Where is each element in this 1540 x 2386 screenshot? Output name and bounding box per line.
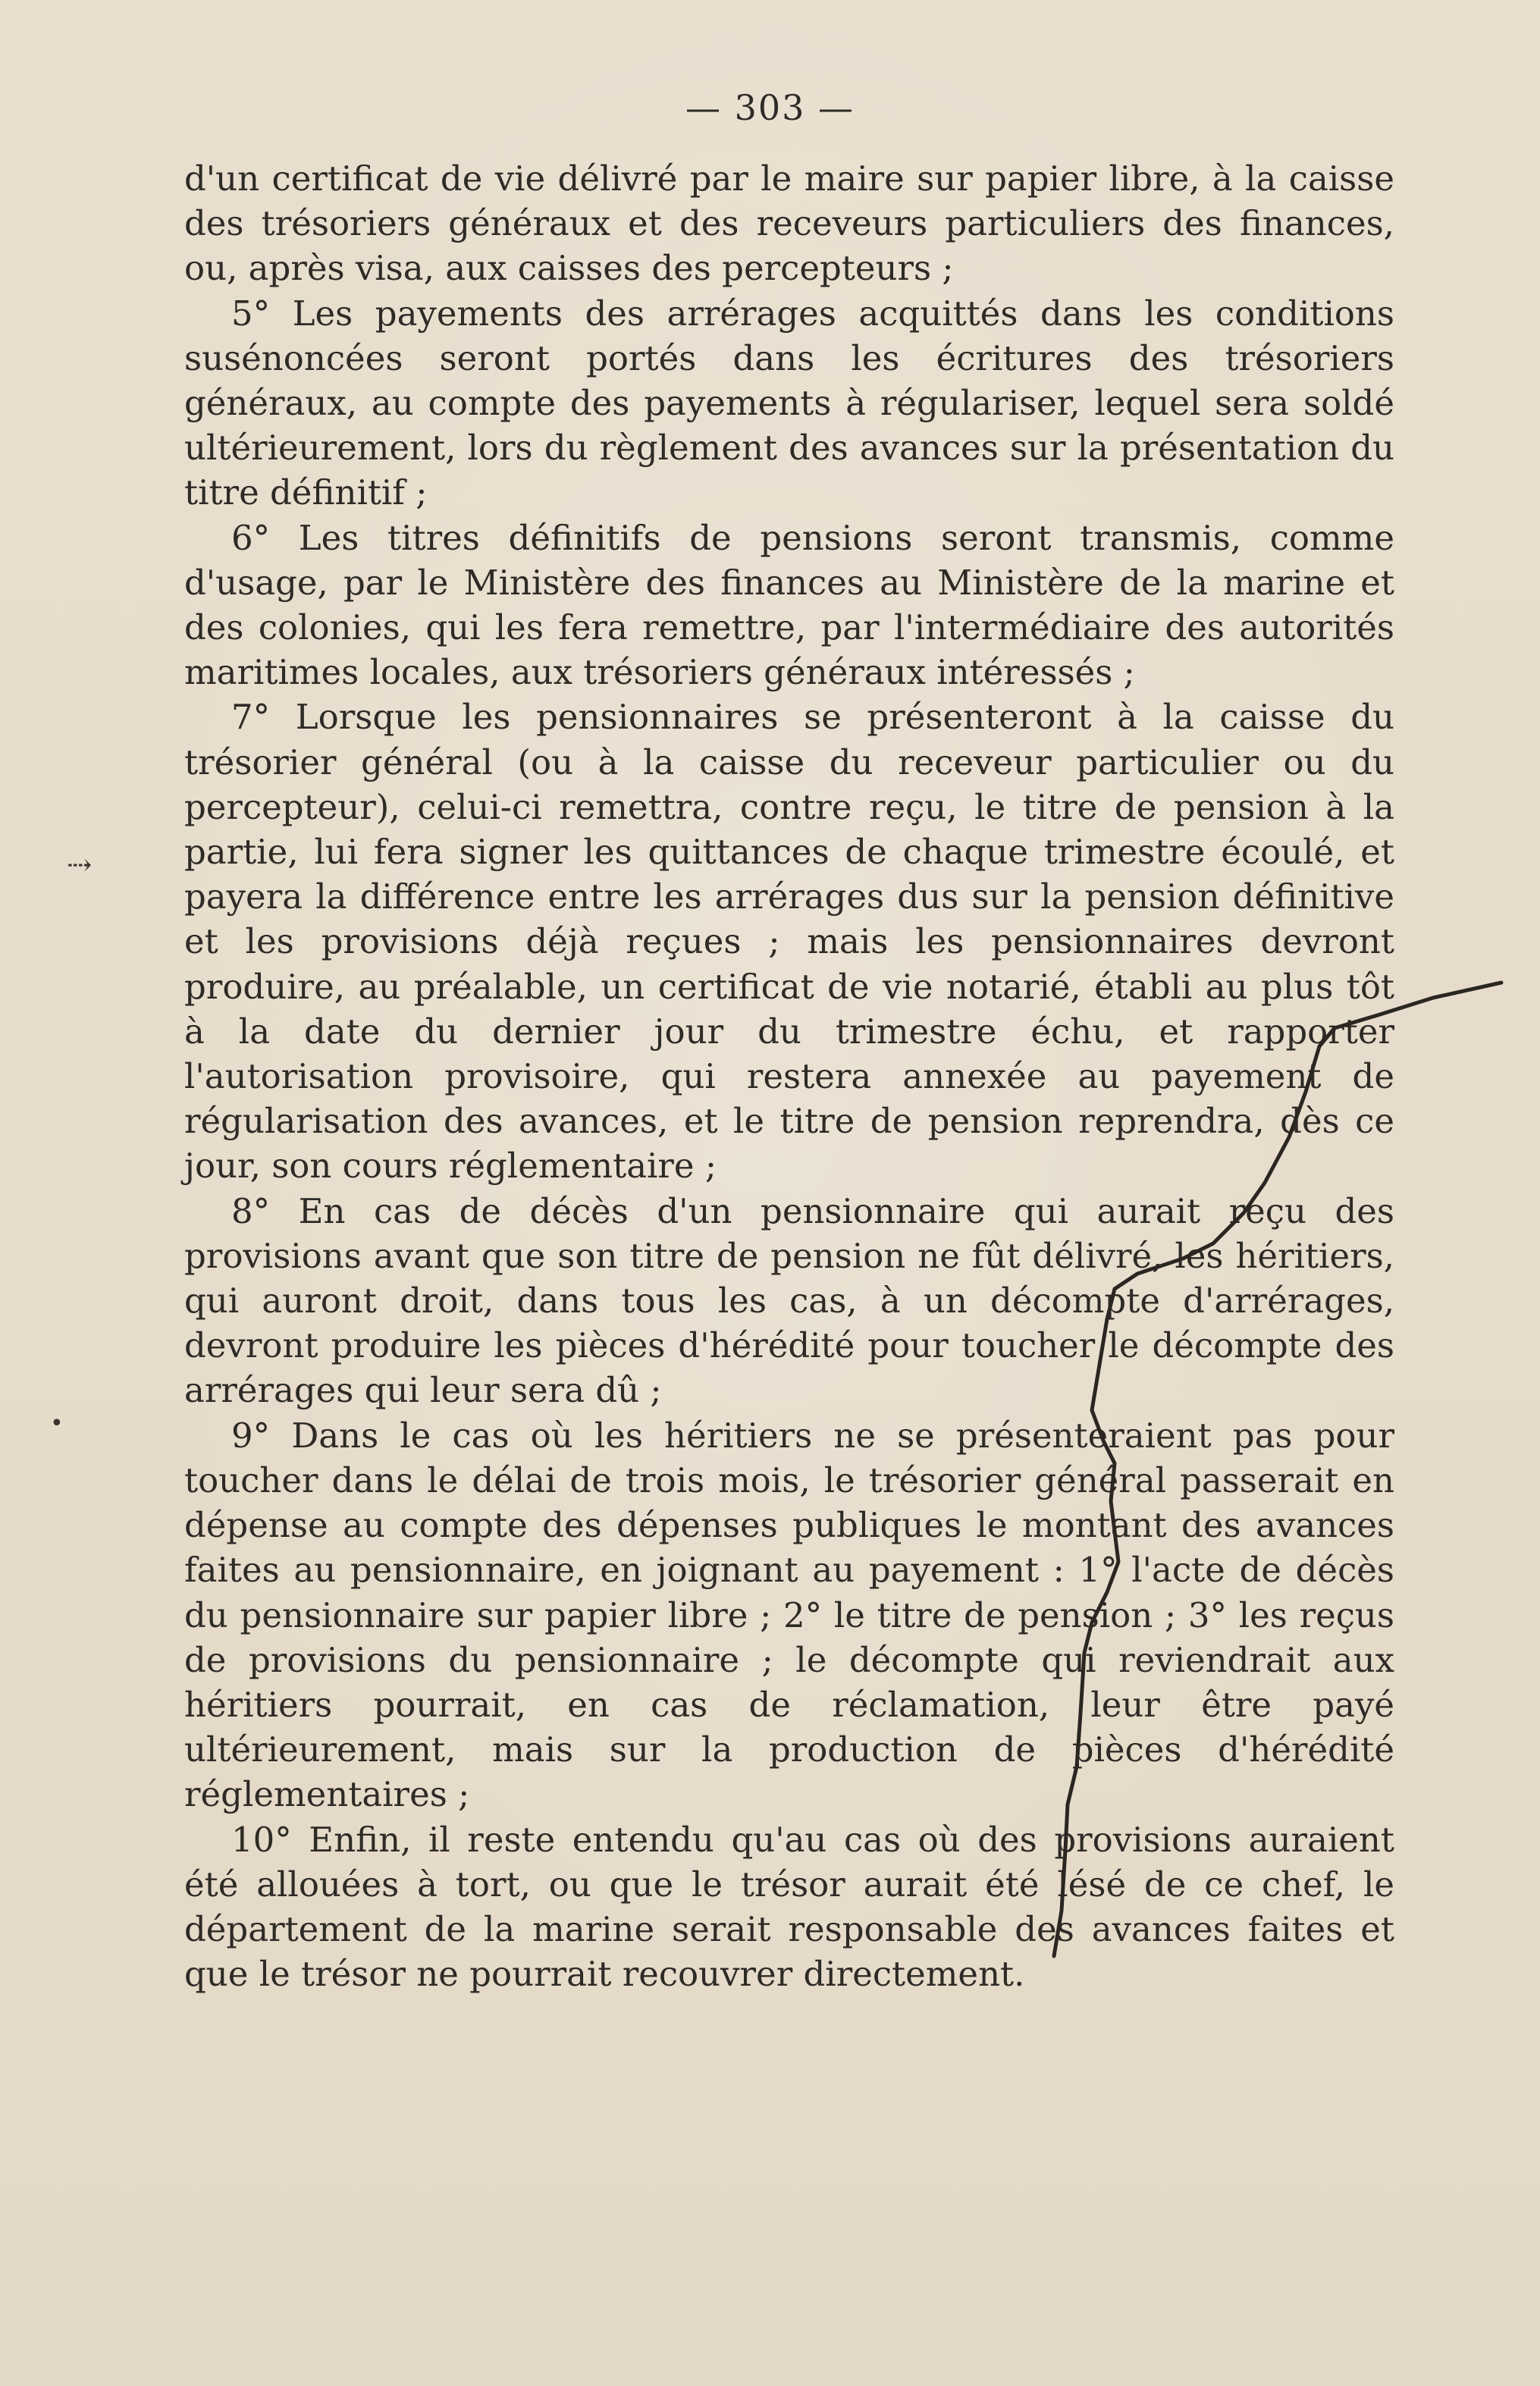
- paragraph-item-5: 5° Les payements des arrérages acquittés dans les conditions susénoncées seront portés dans les écritures des trésoriers généraux, au compte des payements à régulariser, lequel sera soldé ultérieurement, lors du règlement des avances sur la présentation du titre définitif ;: [184, 293, 1394, 513]
- paragraph-item-8: 8° En cas de décès d'un pensionnaire qui aurait reçu des provisions avant que son titre de pension ne fût délivré, les héritiers, qui auront droit, dans tous les cas, à un décompte d'arrérages, devront produire les pièces d'hérédité pour toucher le décompte des arrérages qui leur sera dû ;: [184, 1190, 1394, 1411]
- paragraph-item-6: 6° Les titres définitifs de pensions seront transmis, comme d'usage, par le Ministère des finances au Ministère de la marine et des colonies, qui les fera remettre, par l'intermédiaire des autorités maritimes locales, aux trésoriers généraux intéressés ;: [184, 517, 1394, 693]
- margin-arrow-mark: ⇢: [67, 848, 93, 883]
- paragraph-item-7: 7° Lorsque les pensionnaires se présenteront à la caisse du trésorier général (ou à la caisse du receveur particulier ou du percepteur), celui-ci remettra, contre reçu, le titre de pension à la partie, lui fera signer les quittances de chaque trimestre écoulé, et payera la différence entre les arrérages dus sur la pension définitive et les provisions déjà reçues ; mais les pensionnaires devront produire, au préalable, un certificat de vie notarié, établi au plus tôt à la date du dernier jour du trimestre échu, et rapporter l'autorisation provisoire, qui restera annexée au payement de régularisation des avances, et le titre de pension reprendra, dès ce jour, son cours réglementaire ;: [184, 697, 1394, 1187]
- paragraph-item-10: 10° Enfin, il reste entendu qu'au cas où des provisions auraient été allouées à tort, ou que le trésor aurait été lésé de ce chef, le département de la marine serait responsable des avances faites et que le trésor ne pourrait recouvrer directement.: [184, 1819, 1394, 1995]
- paragraph-item-9: 9° Dans le cas où les héritiers ne se présenteraient pas pour toucher dans le délai de trois mois, le trésorier général passerait en dépense au compte des dépenses publiques le montant des avances faites au pensionnaire, en joignant au payement : 1° l'acte de décès du pensionnaire sur papier libre ; 2° le titre de pension ; 3° les reçus de provisions du pensionnaire ; le décompte qui reviendrait aux héritiers pourrait, en cas de réclamation, leur être payé ultérieurement, mais sur la production de pièces d'hérédité réglementaires ;: [184, 1415, 1394, 1815]
- margin-dot-mark: •: [50, 1410, 64, 1437]
- paragraph-continuation: d'un certificat de vie délivré par le maire sur papier libre, à la caisse des trésoriers généraux et des receveurs particuliers des finances, ou, après visa, aux caisses des percepteurs ;: [184, 158, 1394, 289]
- page-number: — 303 —: [685, 87, 855, 128]
- body-text: [184, 156, 1394, 1996]
